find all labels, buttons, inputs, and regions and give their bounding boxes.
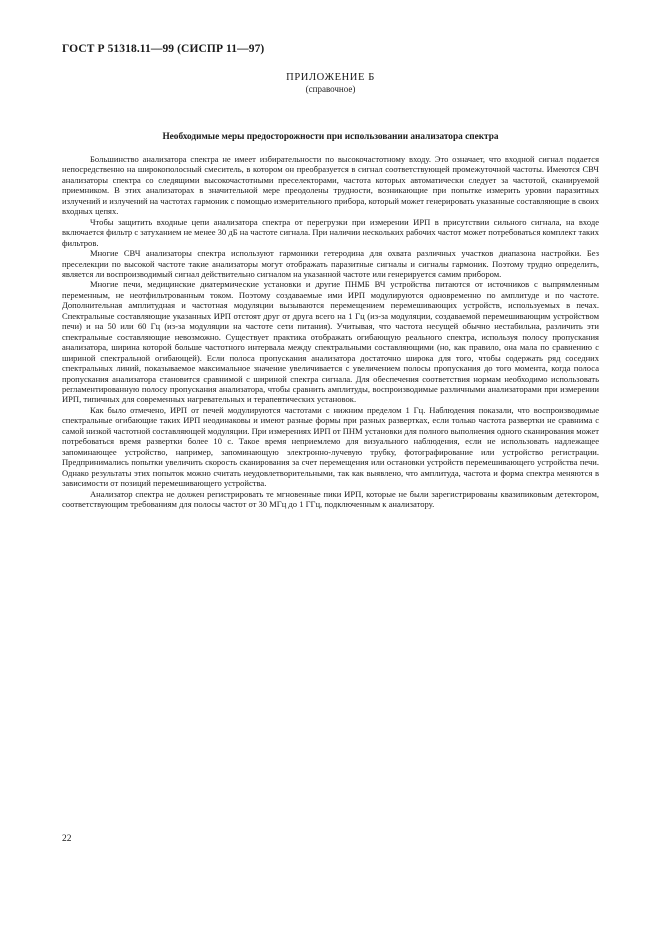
paragraph: Анализатор спектра не должен регистрировать те мгновенные пики ИРП, которые не были зарегистрированы квазипиковым детектором, соответствующим требованиям для полосы частот от 30 МГц до 1 ГГц, подключенным к анализатору.	[62, 488, 599, 509]
section-title: Необходимые меры предосторожности при использовании анализатора спектра	[162, 132, 499, 142]
standard-header: ГОСТ Р 51318.11—99 (СИСПР 11—97)	[62, 43, 265, 55]
paragraph: Большинство анализатора спектра не имеет избирательности по высокочастотному входу. Это означает, что входной сигнал подается непосредственно на широкополосный смеситель, в котором он преобразуется в сигнал соответствующей промежуточной частоты. Имеются СВЧ анализаторы спектра со следящими высокочастотными преселекторами, частота которых автоматически следует за частотой, сканируемой приемником. В этих анализаторах в значительной мере преодолены трудности, возникающие при попытке измерить уровни паразитных излучений и излучений на частотах гармоник с помощью измерительного прибора, который может генерировать указанные составляющие в своих входных цепях.	[62, 154, 599, 217]
appendix-subtitle: (справочное)	[305, 84, 356, 94]
paragraph: Многие печи, медицинские диатермические установки и другие ПНМБ ВЧ устройства питаются от источников с выпрямленным переменным, не неотфильтрованным током. Поэтому создаваемые ими ИРП модулируются одновременно по амплитуде и по частоте. Дополнительная амплитудная и частотная модуляции вызываются перемещением перемешивающих устройств, используемых в печах. Спектральные составляющие указанных ИРП отстоят друг от друга всего на 1 Гц (из-за модуляции, создаваемой перемешивающим устройством печи) и на 50 или 60 Гц (из-за модуляции на частоте сети питания). Учитывая, что частота несущей обычно нестабильна, различить эти спектральные составляющие невозможно. Существует практика отображать огибающую реального спектра, используя полосу пропускания анализатора, ширина которой больше частотного интервала между спектральными составляющими (но, как правило, она мала по сравнению с шириной спектральной огибающей). Если полоса пропускания анализатора достаточно широка для того, чтобы содержать ряд соседних спектральных линий, показываемое максимальное значение увеличивается с увеличением полосы пропускания до того момента, когда полоса пропускания анализатора становится сравнимой с шириной спектра сигнала. Для обеспечения соответствия нормам необходимо использовать регламентированную полосу пропускания анализатора, чтобы сравнить амплитуды, воспроизводимые различными анализаторами при измерении ИРП, типичных для современных нагревательных и терапевтических установок.	[62, 279, 599, 405]
body-text	[62, 154, 599, 509]
paragraph: Многие СВЧ анализаторы спектра используют гармоники гетеродина для охвата различных участков диапазона настройки. Без преселекции по высокой частоте такие анализаторы могут отображать паразитные сигналы и сигналы гармоник. Поэтому трудно определить, является ли воспроизводимый сигнал действительно сигналом на указанной частоте или генерируется самим прибором.	[62, 248, 599, 279]
paragraph: Как было отмечено, ИРП от печей модулируются частотами с нижним пределом 1 Гц. Наблюдения показали, что воспроизводимые спектральные огибающие таких ИРП неодинаковы и имеют разные формы при разных развертках, если только частота развертки не сравнима с самой низкой частотной составляющей модуляции. При измерениях ИРП от ПНМ установки для полного выполнения одного сканирования может потребоваться время развертки более 10 с. Такое время неприемлемо для визуального наблюдения, если не использовать надлежащее запоминающее устройство, например, запоминающую электронно-лучевую трубку, фотографирование или устройство регистрации. Предпринимались попытки увеличить скорость сканирования за счет перемещения или остановки устройств перемешивающего устройства печи. Однако результаты этих попыток можно считать неудовлетворительными, так как выявлено, что амплитуда, частота и форма спектра меняются в зависимости от позиций перемешивающего устройства.	[62, 404, 599, 489]
page-number: 22	[62, 834, 72, 844]
paragraph: Чтобы защитить входные цепи анализатора спектра от перегрузки при измерении ИРП в присутствии сильного сигнала, на входе включается фильтр с затуханием не менее 30 дБ на частоте сигнала. При наличии нескольких рабочих частот может потребоваться комплект таких фильтров.	[62, 216, 599, 248]
appendix-title: ПРИЛОЖЕНИЕ Б	[286, 72, 375, 83]
